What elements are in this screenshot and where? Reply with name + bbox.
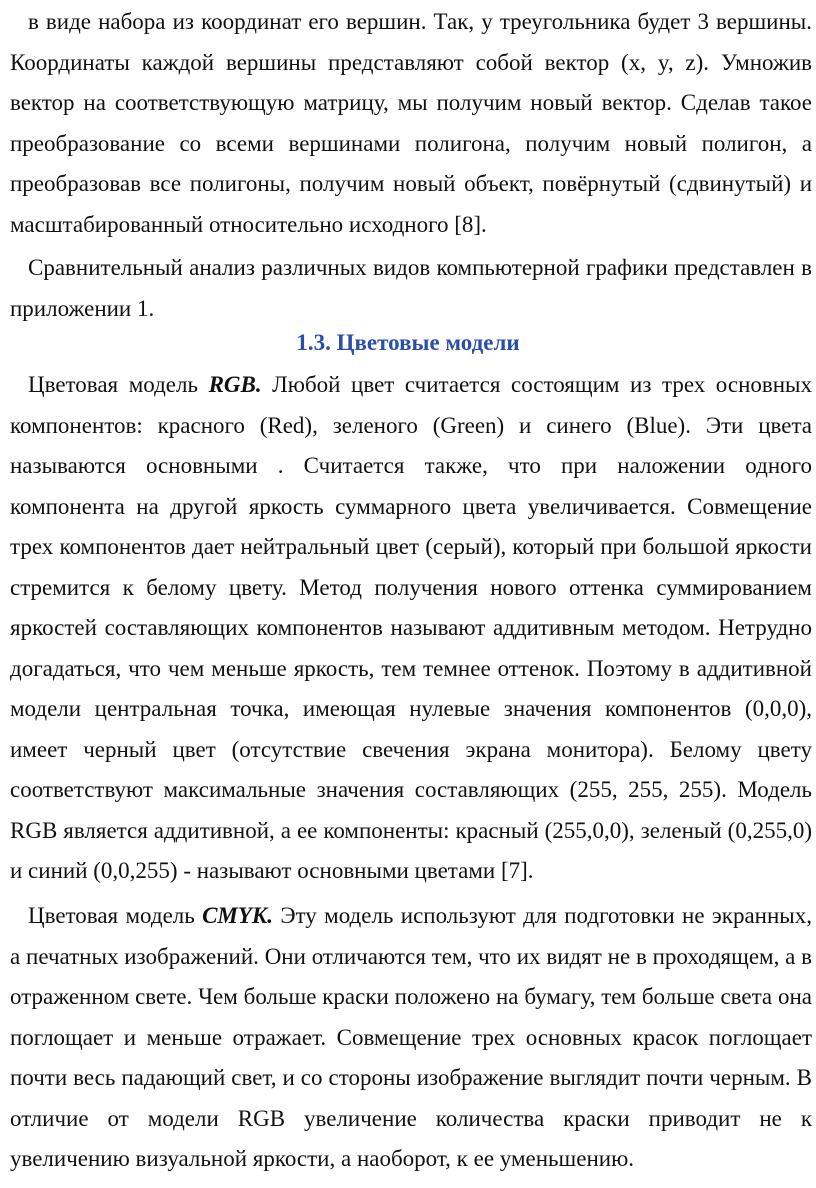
rgb-body-text: Любой цвет считается состоящим из трех основных компонентов: красного (Red), зеленого (Green) и синего (Blue). Эти цвета называются основными . Считается также, что при наложении одного компонента на другой яркость суммарного цвета увеличивается. Совмещение трех компонентов дает нейтральный цвет (серый), который при большой яркости стремится к белому цвету. Метод получения нового оттенка суммированием яркостей составляющих компонентов называют аддитивным методом. Нетрудно догадаться, что чем меньше яркость, тем темнее оттенок. Поэтому в аддитивной модели центральная точка, имеющая нулевые значения компонентов (0,0,0), имеет черный цвет (отсутствие свечения экрана монитора). Белому цвету соответствуют максимальные значения составляющих (255, 255, 255). Модель RGB является аддитивной, а ее компоненты: красный (255,0,0), зеленый (0,255,0) и синий (0,0,255) - называют основными цветами [7]. (10, 372, 813, 883)
paragraph-comparative-analysis: Сравнительный анализ различных видов компьютерной графики представлен в приложении 1. (10, 255, 812, 321)
paragraph-polygon-transform: в виде набора из координат его вершин. Так, у треугольника будет 3 вершины. Координаты каждой вершины представляют собой вектор (x, y, z). Умножив вектор на соответствующую матрицу, мы получим новый вектор. Сделав такое преобразование со всеми вершинами полигона, получим новый полигон, а преобразовав все полигоны, получим новый объект, повёрнутый (сдвинутый) и масштабированный относительно исходного [8]. (10, 9, 812, 237)
rgb-lead-text: Цветовая модель (28, 372, 209, 397)
cmyk-lead-text: Цветовая модель (28, 903, 203, 928)
paragraph-rgb-model (10, 365, 812, 892)
rgb-term: RGB. (208, 372, 262, 397)
section-heading-color-models: 1.3. Цветовые модели (296, 330, 520, 355)
cmyk-body-text: Эту модель используют для подготовки не экранных, а печатных изображений. Они отличаются тем, что их видят не в проходящем, а в отраженном свете. Чем больше краски положено на бумагу, тем больше света она поглощает и меньше отражает. Совмещение трех основных красок поглощает почти весь падающий свет, и со стороны изображение выглядит почти черным. В отличие от модели RGB увеличение количества краски приводит не к увеличению визуальной яркости, а наоборот, к ее уменьшению. (10, 903, 812, 1171)
cmyk-term: CMYK. (202, 903, 274, 928)
paragraph-cmyk-model (10, 896, 812, 1180)
